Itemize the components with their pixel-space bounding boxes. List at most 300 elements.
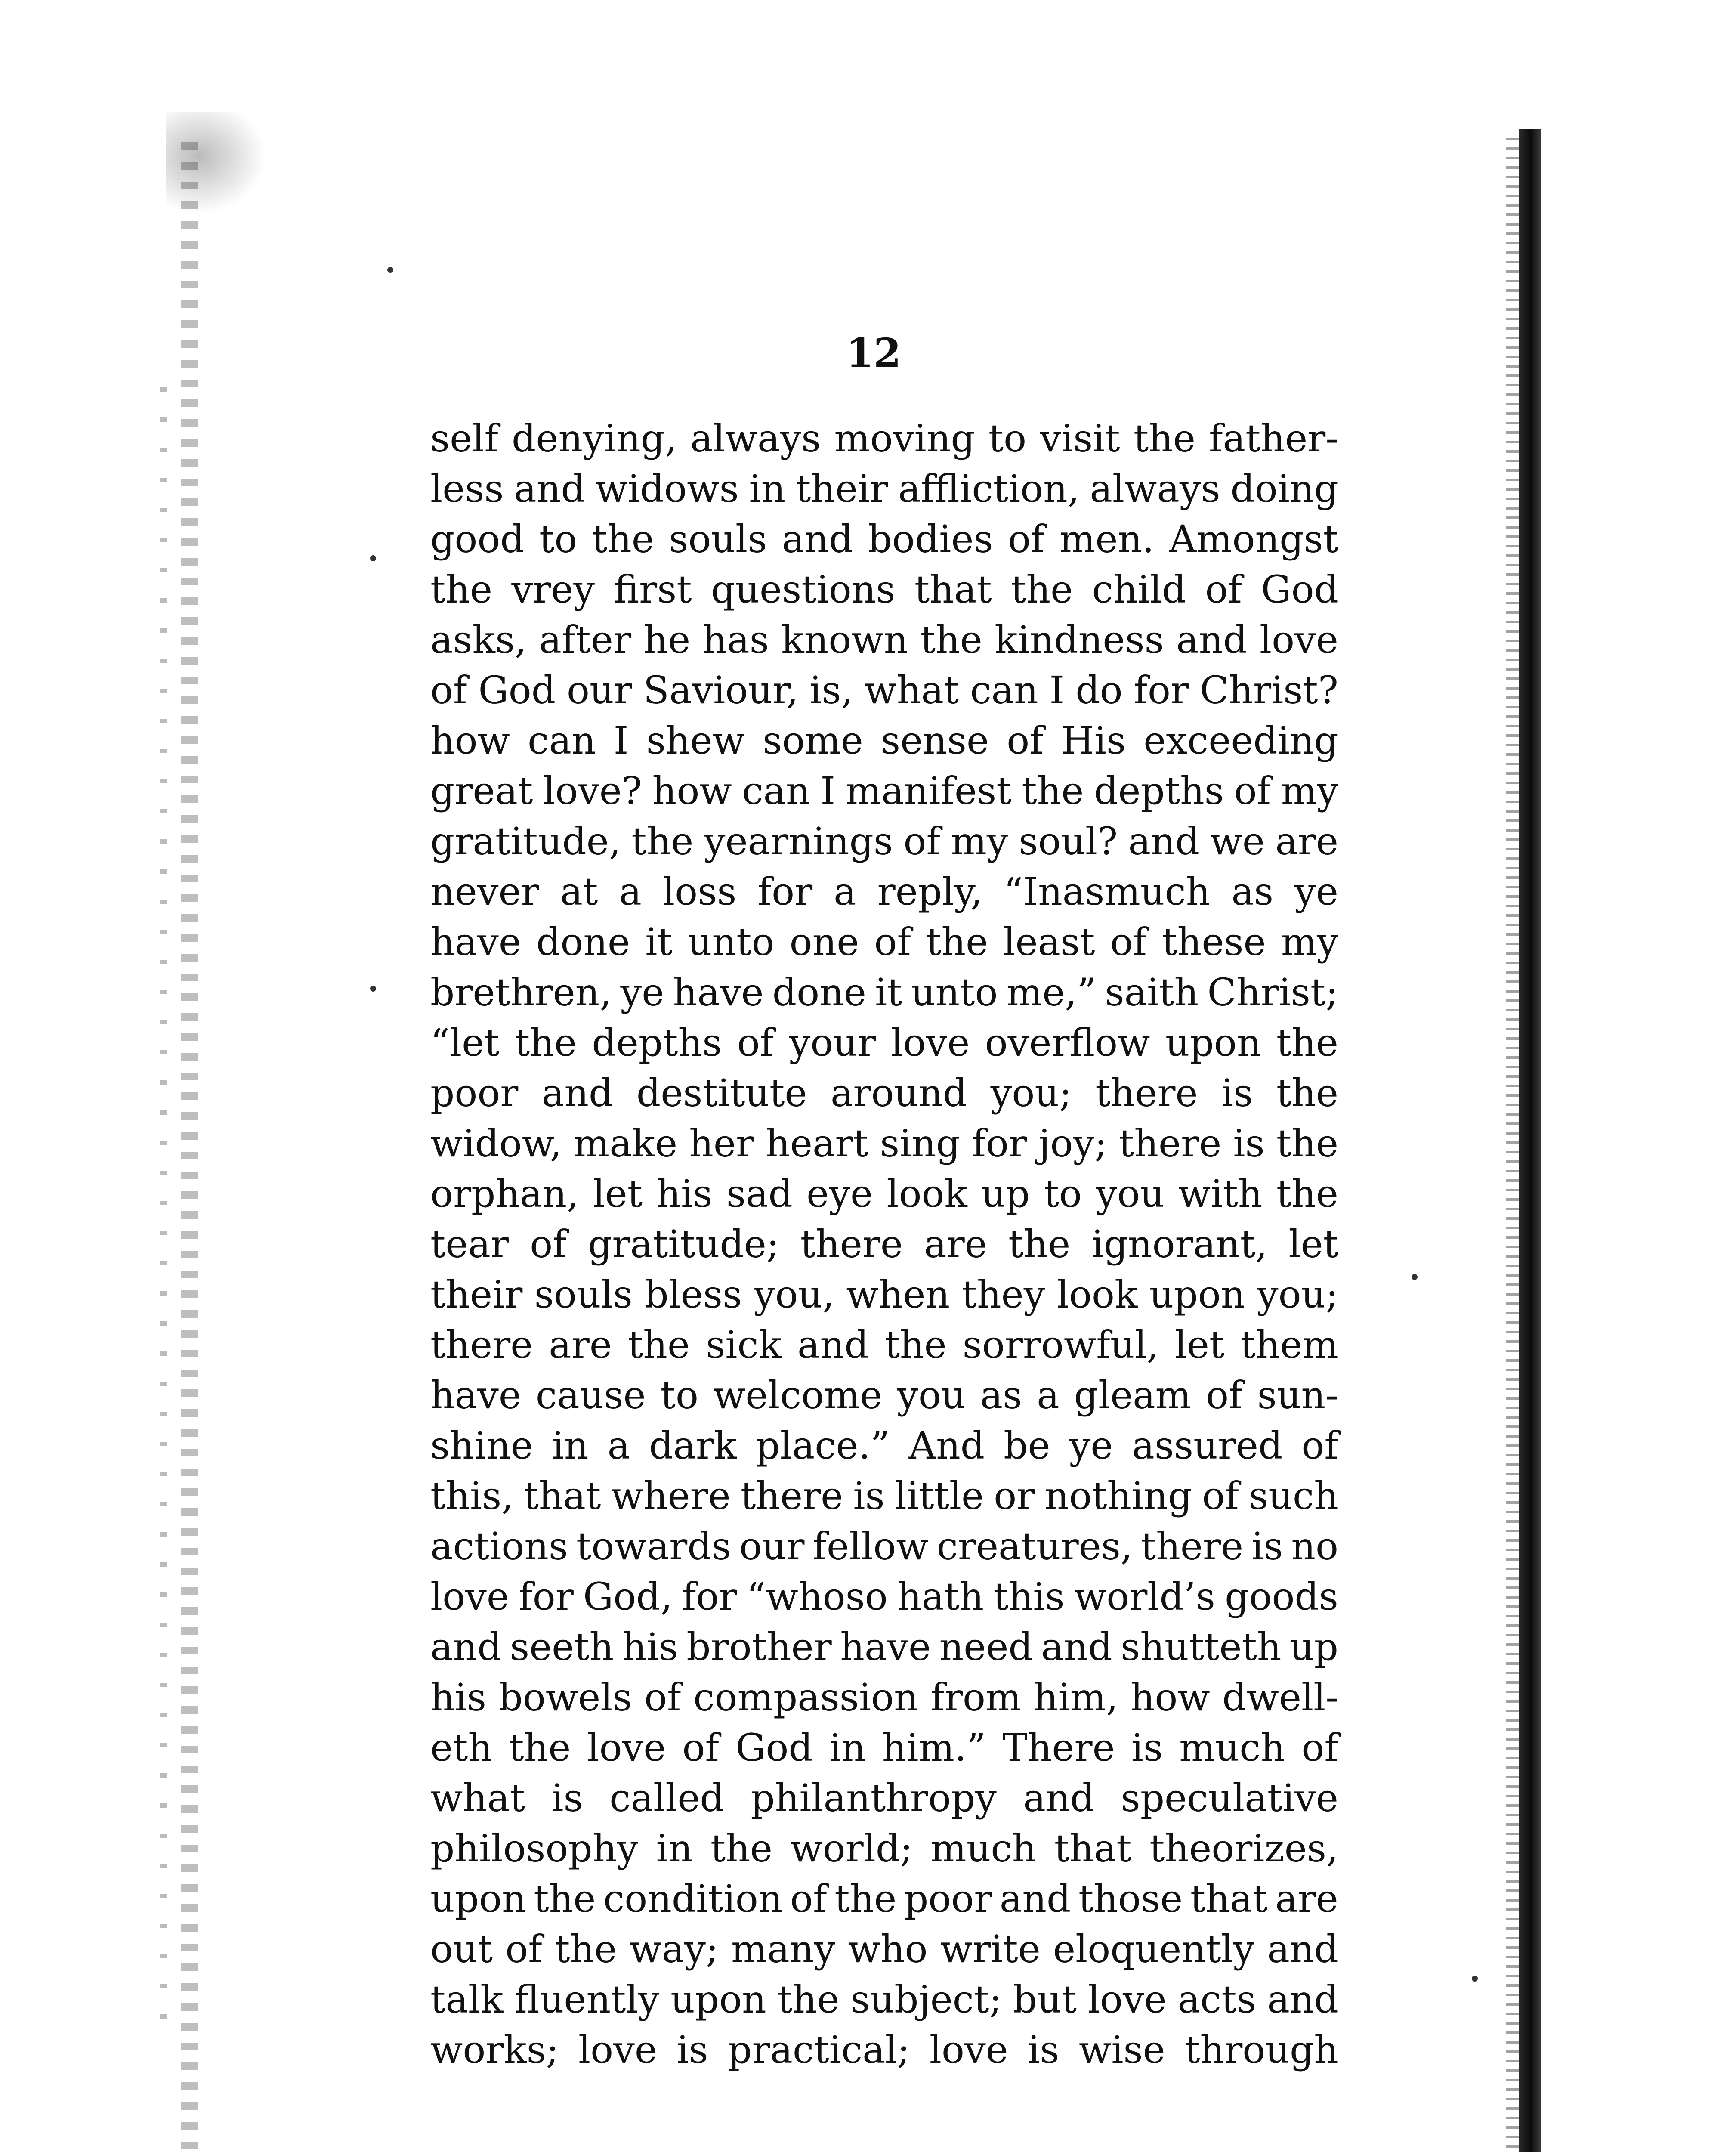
word: he <box>643 618 691 662</box>
text-line <box>430 1622 1338 1672</box>
word: no <box>1291 1524 1338 1568</box>
word: is <box>551 1776 583 1820</box>
word: to <box>1044 1172 1082 1216</box>
word: for <box>519 1574 574 1619</box>
word: good <box>430 517 525 561</box>
word: of <box>1205 567 1242 612</box>
word: it <box>875 970 902 1014</box>
word: depths <box>1094 769 1224 813</box>
word: towards <box>576 1524 731 1568</box>
word: the <box>1276 1071 1338 1115</box>
word: for <box>757 869 813 914</box>
word: the <box>1276 1020 1338 1065</box>
word: much <box>1179 1725 1285 1770</box>
word: heart <box>766 1121 868 1166</box>
word: our <box>739 1524 805 1568</box>
word: upon <box>1149 1272 1245 1317</box>
word: a <box>619 869 642 914</box>
word: for <box>682 1574 737 1619</box>
word: place.” <box>756 1423 890 1468</box>
word: bowels <box>498 1675 632 1719</box>
word: dark <box>649 1423 737 1468</box>
word: father- <box>1209 416 1338 461</box>
text-line <box>430 1823 1338 1874</box>
word: less <box>430 467 504 511</box>
text-line <box>430 1722 1338 1773</box>
word: done <box>772 970 866 1014</box>
word: brother <box>686 1625 832 1669</box>
word: her <box>689 1121 754 1166</box>
word: And <box>908 1423 985 1468</box>
word: done <box>536 920 630 964</box>
word: have <box>430 1373 521 1417</box>
word: manifest <box>845 769 1012 813</box>
word: gratitude, <box>430 819 621 863</box>
word: widow, <box>430 1121 562 1166</box>
word: them <box>1240 1323 1338 1367</box>
text-line <box>430 715 1338 766</box>
word: known <box>781 618 908 662</box>
word: but <box>1013 1977 1077 2022</box>
word: moving <box>834 416 975 461</box>
word: world; <box>790 1826 913 1871</box>
word: upon <box>1165 1020 1261 1065</box>
word: doing <box>1230 467 1338 511</box>
ink-speck <box>387 267 393 273</box>
body-text <box>430 413 1338 2075</box>
word: up <box>981 1172 1030 1216</box>
word: widows <box>595 467 739 511</box>
word: assured <box>1132 1423 1283 1468</box>
word: a <box>834 869 856 914</box>
word: nothing <box>1044 1474 1192 1518</box>
text-line <box>430 1370 1338 1420</box>
word: you; <box>1257 1272 1338 1317</box>
word: souls <box>669 517 767 561</box>
word: the <box>777 1977 840 2022</box>
word: vrey <box>511 567 595 612</box>
word: of <box>737 1020 774 1065</box>
text-line <box>430 1068 1338 1118</box>
word: the <box>1276 1121 1338 1166</box>
text-line <box>430 1924 1338 1974</box>
word: and <box>1176 618 1248 662</box>
word: to <box>660 1373 698 1417</box>
word: a <box>607 1423 630 1468</box>
word: shutteth <box>1121 1625 1282 1669</box>
word: eth <box>430 1725 493 1770</box>
word: poor <box>904 1877 992 1921</box>
word: sad <box>726 1172 793 1216</box>
word: you <box>897 1373 966 1417</box>
word: that <box>1190 1877 1268 1921</box>
word: up <box>1289 1625 1338 1669</box>
word: the <box>555 1927 617 1971</box>
word: of <box>1007 718 1044 763</box>
word: great <box>430 769 533 813</box>
word: tear <box>430 1222 509 1266</box>
ink-speck <box>1412 1274 1418 1280</box>
word: is <box>676 2028 708 2072</box>
left-binding-shadow <box>160 387 167 2023</box>
word: and <box>1128 819 1200 863</box>
word: look <box>887 1172 967 1216</box>
word: asks, <box>430 618 527 662</box>
word: from <box>930 1675 1022 1719</box>
word: joy; <box>1038 1121 1107 1166</box>
word: and <box>541 1071 613 1115</box>
word: his <box>622 1625 678 1669</box>
word: to <box>988 416 1027 461</box>
word: the <box>1011 567 1073 612</box>
word: him, <box>1033 1675 1118 1719</box>
word: sick <box>706 1323 782 1367</box>
word: for <box>1134 668 1189 712</box>
word: his <box>656 1172 713 1216</box>
word: love <box>430 1574 509 1619</box>
word: in <box>749 467 786 511</box>
word: first <box>614 567 692 612</box>
word: can <box>528 718 596 763</box>
word: the <box>926 920 988 964</box>
word: theorizes, <box>1149 1826 1338 1871</box>
word: the <box>1008 1222 1071 1266</box>
word: subject; <box>850 1977 1002 2022</box>
word: compassion <box>693 1675 918 1719</box>
word: speculative <box>1121 1776 1338 1820</box>
word: in <box>829 1725 866 1770</box>
word: wise <box>1079 2028 1165 2072</box>
word: God <box>1261 567 1338 612</box>
word: of <box>530 1222 567 1266</box>
word: the <box>1022 769 1084 813</box>
word: fluently <box>514 1977 660 2022</box>
word: soul? <box>1019 819 1118 863</box>
word: many <box>731 1927 836 1971</box>
word: ye <box>620 970 664 1014</box>
word: way; <box>629 1927 719 1971</box>
word: of <box>1234 769 1271 813</box>
word: these <box>1162 920 1266 964</box>
word: hath <box>897 1574 984 1619</box>
word: affliction, <box>898 467 1080 511</box>
ink-speck <box>370 555 376 561</box>
word: you, <box>754 1272 834 1317</box>
word: our <box>567 668 632 712</box>
word: in <box>552 1423 589 1468</box>
word: there <box>430 1323 533 1367</box>
word: shine <box>430 1423 533 1468</box>
word: denying, <box>512 416 677 461</box>
word: upon <box>670 1977 766 2022</box>
word: loss <box>663 869 737 914</box>
word: the <box>592 517 654 561</box>
word: my <box>951 819 1008 863</box>
word: of <box>1007 517 1045 561</box>
word: the <box>631 819 694 863</box>
word: men. <box>1059 517 1155 561</box>
text-line <box>430 1420 1338 1471</box>
text-line <box>430 1974 1338 2025</box>
text-line <box>430 615 1338 665</box>
word: of <box>874 920 911 964</box>
word: for <box>972 1121 1027 1166</box>
word: There <box>1002 1725 1115 1770</box>
word: Christ? <box>1200 668 1338 712</box>
word: gratitude; <box>588 1222 779 1266</box>
word: have <box>840 1625 931 1669</box>
word: God, <box>583 1574 673 1619</box>
word: world’s <box>1074 1574 1215 1619</box>
word: that <box>914 567 992 612</box>
word: let <box>1174 1323 1225 1367</box>
word: bodies <box>868 517 993 561</box>
word: of <box>505 1927 542 1971</box>
word: of <box>644 1675 681 1719</box>
word: seeth <box>510 1625 614 1669</box>
word: yearnings <box>704 819 893 863</box>
word: make <box>573 1121 678 1166</box>
word: the <box>710 1826 772 1871</box>
word: I <box>820 769 836 813</box>
word: and <box>797 1323 869 1367</box>
word: it <box>645 920 673 964</box>
word: shew <box>646 718 745 763</box>
text-line <box>430 514 1338 564</box>
word: love <box>587 1725 666 1770</box>
word: look <box>1056 1272 1138 1317</box>
text-line <box>430 1320 1338 1370</box>
word: dwell- <box>1222 1675 1338 1719</box>
word: out <box>430 1927 493 1971</box>
text-line <box>430 1219 1338 1269</box>
word: actions <box>430 1524 568 1568</box>
word: of <box>682 1725 720 1770</box>
word: love <box>1260 618 1338 662</box>
word: is <box>1251 1524 1283 1568</box>
word: their <box>796 467 888 511</box>
word: questions <box>710 567 896 612</box>
word: do <box>1075 668 1123 712</box>
word: is <box>853 1474 885 1518</box>
word: ignorant, <box>1091 1222 1268 1266</box>
word: is <box>1028 2028 1060 2072</box>
word: are <box>549 1323 612 1367</box>
text-line <box>430 564 1338 615</box>
word: brethren, <box>430 970 612 1014</box>
word: the <box>509 1725 571 1770</box>
word: are <box>924 1222 987 1266</box>
word: of <box>430 668 467 712</box>
word: some <box>763 718 863 763</box>
word: your <box>789 1020 876 1065</box>
word: fellow <box>812 1524 929 1568</box>
word: orphan, <box>430 1172 579 1216</box>
word: my <box>1281 920 1338 964</box>
word: child <box>1092 567 1186 612</box>
word: God <box>478 668 556 712</box>
word: have <box>430 920 521 964</box>
word: always <box>1090 467 1220 511</box>
ink-speck <box>370 986 376 992</box>
word: can <box>742 769 810 813</box>
word: has <box>702 618 769 662</box>
word: Christ; <box>1207 970 1338 1014</box>
word: souls <box>534 1272 633 1317</box>
word: visit <box>1040 416 1120 461</box>
word: goods <box>1225 1574 1338 1619</box>
text-line <box>430 1118 1338 1169</box>
word: Amongst <box>1169 517 1338 561</box>
word: eye <box>806 1172 873 1216</box>
word: “whoso <box>746 1574 888 1619</box>
word: is <box>1233 1121 1265 1166</box>
word: love <box>1087 1977 1167 2022</box>
text-line <box>430 917 1338 967</box>
word: least <box>1003 920 1095 964</box>
word: to <box>539 517 578 561</box>
word: the <box>627 1323 690 1367</box>
word: this <box>993 1574 1065 1619</box>
word: with <box>1178 1172 1263 1216</box>
word: called <box>609 1776 724 1820</box>
word: let <box>593 1172 643 1216</box>
word: of <box>1206 1373 1243 1417</box>
word: ye <box>1294 869 1338 914</box>
word: his <box>430 1675 486 1719</box>
word: around <box>830 1071 967 1115</box>
word: of <box>1110 920 1147 964</box>
word: and <box>782 517 853 561</box>
ink-speck <box>1472 1976 1478 1982</box>
word: a <box>1037 1373 1060 1417</box>
word: poor <box>430 1071 519 1115</box>
word: the <box>920 618 982 662</box>
word: is <box>1221 1071 1253 1115</box>
word: ye <box>1069 1423 1113 1468</box>
word: there <box>1119 1121 1222 1166</box>
word: at <box>560 869 598 914</box>
word: sorrowful, <box>962 1323 1159 1367</box>
word: never <box>430 869 539 914</box>
word: after <box>539 618 632 662</box>
word: love <box>578 2028 657 2072</box>
word: of <box>1202 1474 1239 1518</box>
word: of <box>1301 1725 1338 1770</box>
word: works; <box>430 2028 559 2072</box>
word: sense <box>880 718 989 763</box>
text-line <box>430 2025 1338 2075</box>
text-line <box>430 1672 1338 1722</box>
word: my <box>1281 769 1338 813</box>
word: philanthropy <box>751 1776 997 1820</box>
word: Saviour, <box>643 668 799 712</box>
word: of <box>1301 1423 1338 1468</box>
word: His <box>1061 718 1126 763</box>
text-line <box>430 464 1338 514</box>
word: need <box>939 1625 1033 1669</box>
word: in <box>656 1826 693 1871</box>
word: is <box>1131 1725 1163 1770</box>
word: and <box>514 467 585 511</box>
word: as <box>1231 869 1274 914</box>
word: we <box>1210 819 1265 863</box>
word: eloquently <box>1053 1927 1255 1971</box>
text-line <box>430 1571 1338 1622</box>
word: of <box>903 819 941 863</box>
word: acts <box>1177 1977 1256 2022</box>
word: and <box>430 1625 502 1669</box>
word: you <box>1096 1172 1165 1216</box>
word: the <box>430 567 493 612</box>
word: self <box>430 416 498 461</box>
word: is, <box>809 668 853 712</box>
word: how <box>1130 1675 1210 1719</box>
text-line <box>430 1874 1338 1924</box>
word: God <box>735 1725 813 1770</box>
word: and <box>1267 1927 1338 1971</box>
word: the <box>834 1877 897 1921</box>
word: that <box>1054 1826 1132 1871</box>
word: sing <box>880 1121 961 1166</box>
text-line <box>430 1471 1338 1521</box>
word: there <box>740 1474 843 1518</box>
word: their <box>430 1272 523 1317</box>
word: unto <box>911 970 998 1014</box>
text-line <box>430 665 1338 715</box>
word: such <box>1249 1474 1338 1518</box>
word: him.” <box>882 1725 986 1770</box>
word: there <box>1140 1524 1244 1568</box>
word: love <box>929 2028 1008 2072</box>
word: how <box>652 769 732 813</box>
word: talk <box>430 1977 504 2022</box>
word: little <box>894 1474 984 1518</box>
text-line <box>430 1521 1338 1571</box>
word: “let <box>430 1020 500 1065</box>
text-line <box>430 816 1338 866</box>
word: or <box>994 1474 1035 1518</box>
word: have <box>673 970 764 1014</box>
word: be <box>1004 1423 1050 1468</box>
word: are <box>1275 1877 1338 1921</box>
word: upon <box>430 1877 526 1921</box>
word: I <box>613 718 629 763</box>
right-page-edge <box>1519 129 1541 2152</box>
word: those <box>1078 1877 1183 1921</box>
word: where <box>611 1474 731 1518</box>
word: of <box>790 1877 827 1921</box>
word: and <box>1267 1977 1338 2022</box>
word: are <box>1275 819 1338 863</box>
word: the <box>1133 416 1195 461</box>
word: what <box>430 1776 525 1820</box>
word: reply, <box>877 869 983 914</box>
word: the <box>884 1323 947 1367</box>
word: exceeding <box>1143 718 1338 763</box>
word: when <box>846 1272 950 1317</box>
word: depths <box>592 1020 722 1065</box>
word: you; <box>990 1071 1072 1115</box>
word: always <box>690 416 821 461</box>
word: overflow <box>985 1020 1150 1065</box>
word: who <box>848 1927 928 1971</box>
word: I <box>1049 668 1065 712</box>
word: can <box>970 668 1038 712</box>
word: love <box>891 1020 970 1065</box>
left-binding-edge <box>181 142 198 2152</box>
word: destitute <box>636 1071 807 1115</box>
